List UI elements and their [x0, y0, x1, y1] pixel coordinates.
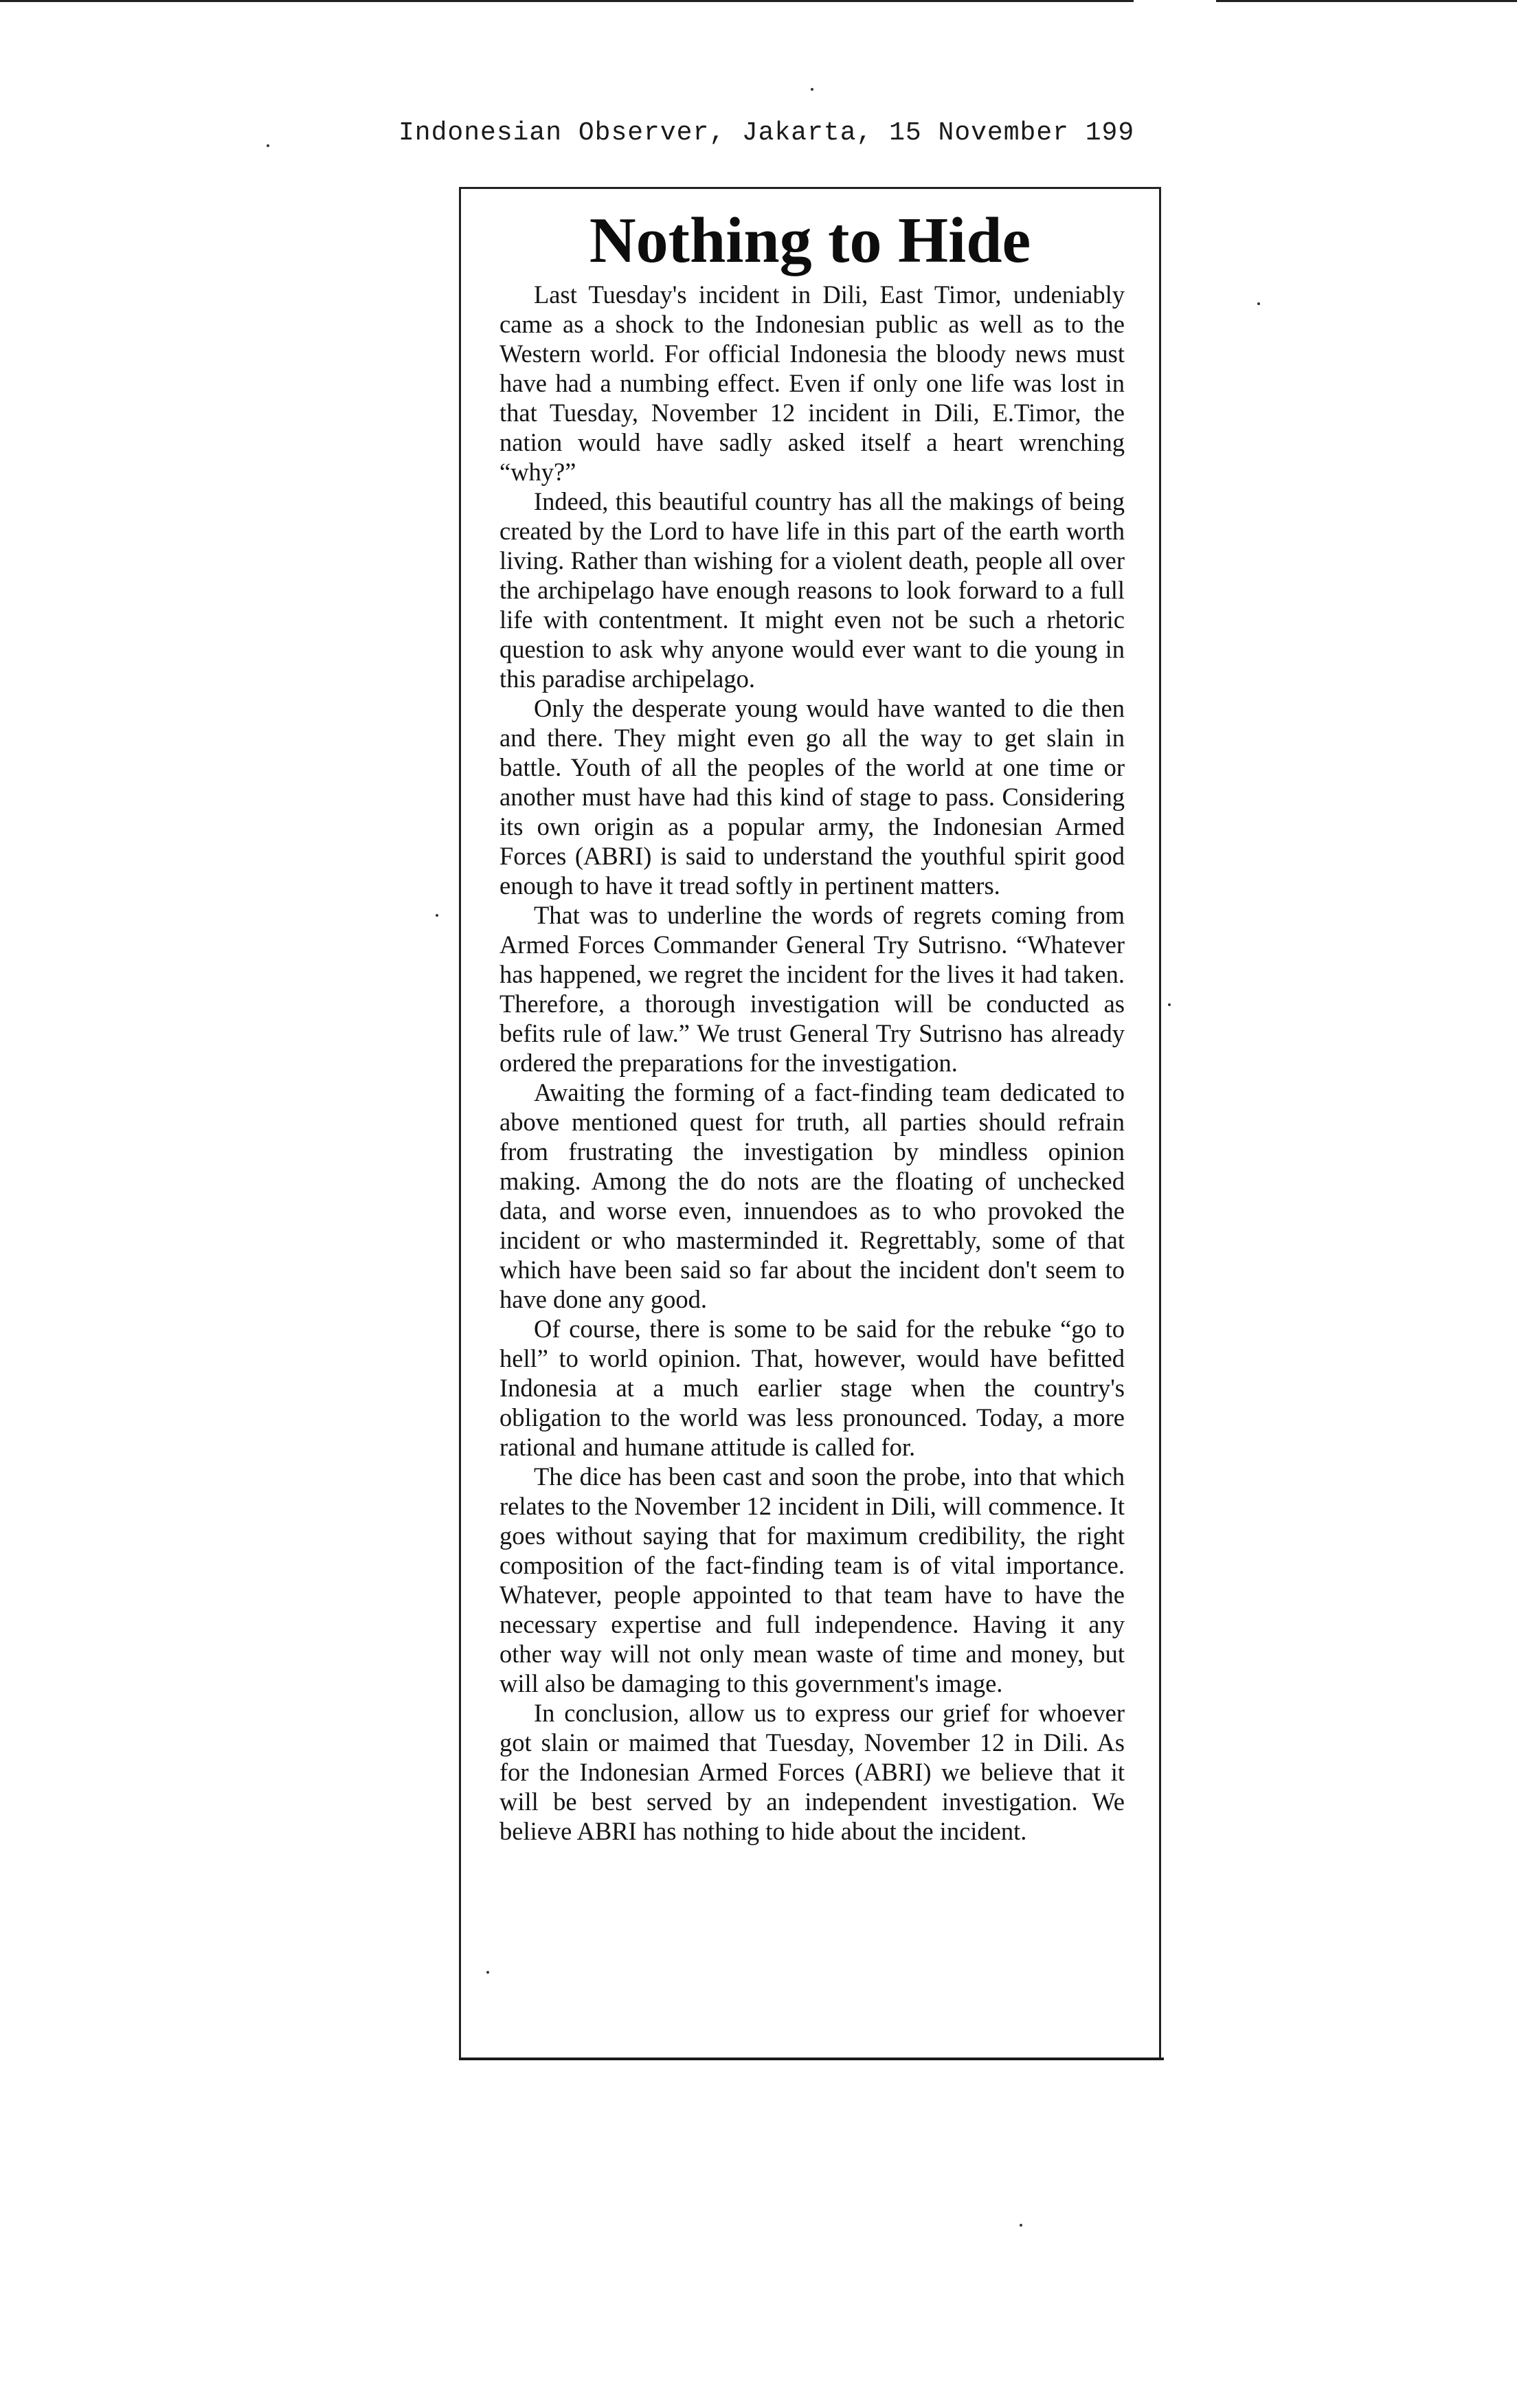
scan-speck [1257, 302, 1260, 305]
article-headline: Nothing to Hide [589, 205, 1031, 276]
article-body [499, 280, 1125, 1846]
newspaper-clipping [459, 187, 1161, 2058]
scan-speck [267, 144, 269, 147]
scan-speck [811, 88, 813, 91]
article-paragraph: That was to underline the words of regrets coming from Armed Forces Commander General Try Sutrisno. “Whatever has happened, we regret the incident for the lives it had taken. Therefore, a thorough investigation will be conducted as befits rule of law.” We trust General Try Sutrisno has already ordered the preparations for the investigation. [499, 901, 1125, 1077]
scan-speck [436, 914, 438, 917]
article-paragraph: Awaiting the forming of a fact-finding team dedicated to above mentioned quest for truth, all parties should refrain from frustrating the investigation by mindless opinion making. Among the do nots are the floating of unchecked data, and worse even, innuendoes as to who provoked the incident or who masterminded it. Regrettably, some of that which have been said so far about the incident don't seem to have done any good. [499, 1078, 1125, 1313]
scan-speck [1020, 2224, 1022, 2227]
article-paragraph: Indeed, this beautiful country has all the makings of being created by the Lord to have life in this part of the earth worth living. Rather than wishing for a violent death, people all over the archipelago have enough reasons to look forward to a full life with contentment. It might even not be such a rhetoric question to ask why anyone would ever want to die young in this paradise archipelago. [499, 487, 1125, 693]
article-paragraph: The dice has been cast and soon the probe, into that which relates to the November 12 incident in Dili, will commence. It goes without saying that for maximum credibility, the right composition of the fact-finding team is of vital importance. Whatever, people appointed to that team have to have the necessary expertise and full independence. Having it any other way will not only mean waste of time and money, but will also be damaging to this government's image. [499, 1462, 1125, 1697]
article-paragraph: Of course, there is some to be said for the rebuke “go to hell” to world opinion. That, however, would have befitted Indonesia at a much earlier stage when the country's obligation to the world was less pronounced. Today, a more rational and humane attitude is called for. [499, 1315, 1125, 1461]
publication-dateline: Indonesian Observer, Jakarta, 15 November 199 [398, 118, 1135, 148]
top-edge-rule [0, 0, 1134, 2]
top-edge-rule-right [1216, 0, 1517, 2]
article-paragraph: In conclusion, allow us to express our grief for whoever got slain or maimed that Tuesday, November 12 in Dili. As for the Indonesian Armed Forces (ABRI) we believe that it will be best served by an independent investigation. We believe ABRI has nothing to hide about the incident. [499, 1699, 1125, 1845]
article-paragraph: Last Tuesday's incident in Dili, East Timor, undeniably came as a shock to the Indonesian public as well as to the Western world. For official Indonesia the bloody news must have had a numbing effect. Even if only one life was lost in that Tuesday, November 12 incident in Dili, E.Timor, the nation would have sadly asked itself a heart wrenching “why?” [499, 280, 1125, 486]
article-paragraph: Only the desperate young would have wanted to die then and there. They might even go all the way to get slain in battle. Youth of all the peoples of the world at one time or another must have had this kind of stage to pass. Considering its own origin as a popular army, the Indonesian Armed Forces (ABRI) is said to understand the youthful spirit good enough to have it tread softly in pertinent matters. [499, 694, 1125, 900]
scan-speck [1168, 1003, 1171, 1006]
scan-speck [486, 1971, 489, 1974]
clipping-bottom-rule [459, 2058, 1164, 2060]
